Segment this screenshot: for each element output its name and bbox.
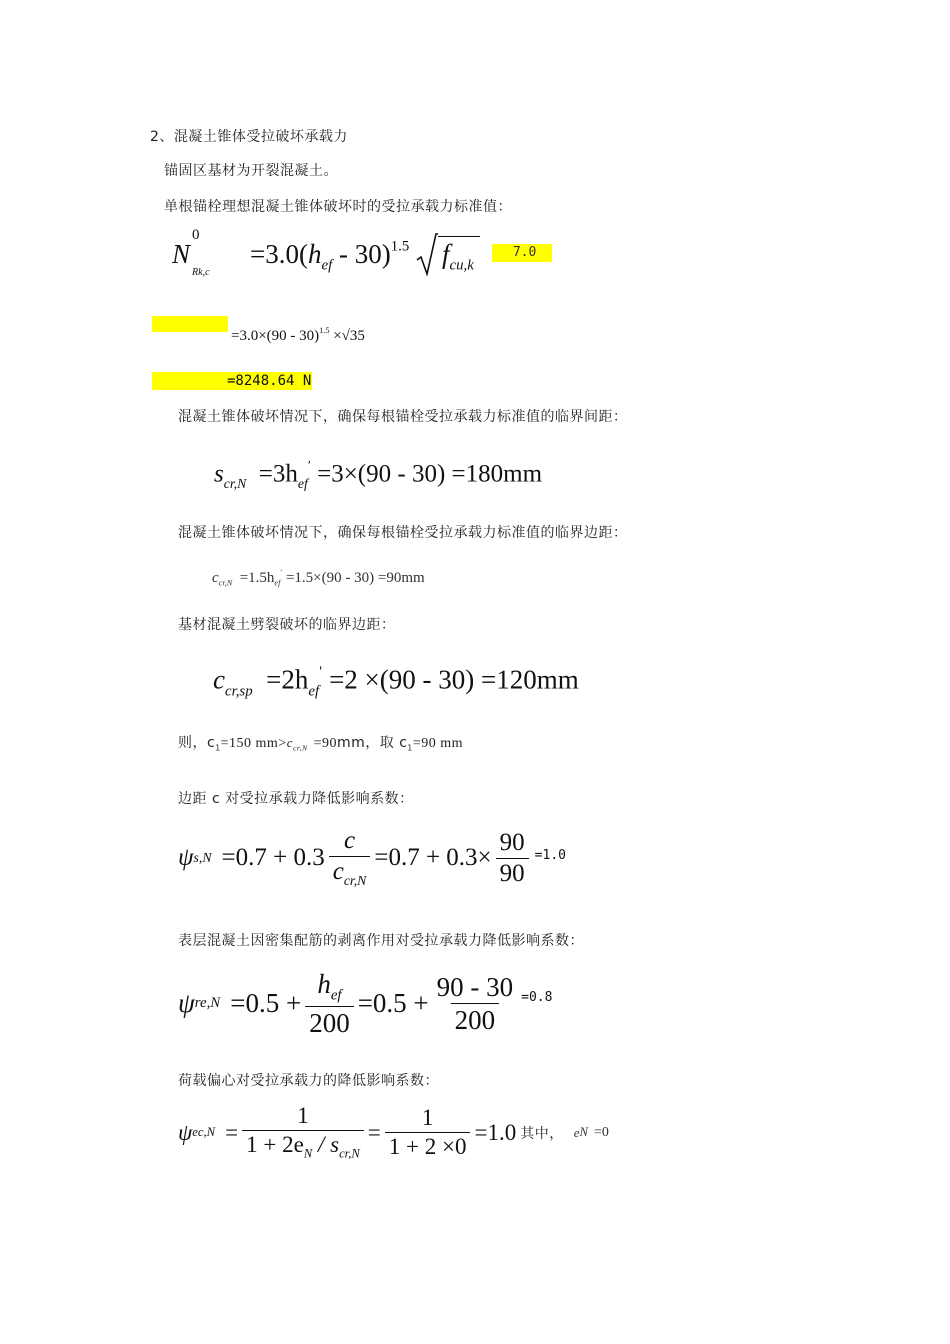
eq5-psi-sub: s,N (193, 850, 212, 866)
eq2-prime: ′ (307, 458, 311, 473)
equation-psi-sN (178, 828, 566, 889)
eq2-h-sub: ef (297, 475, 308, 491)
eq7-e-val: =0 (593, 1124, 609, 1140)
eq7-num1: 1 (297, 1103, 309, 1128)
eq1-exponent: 1.5 (390, 238, 410, 255)
eq7-c: =1.0 (474, 1119, 517, 1145)
paragraph-reinforcement-factor: 表层混凝土因密集配筋的剥离作用对受拉承载力降低影响系数： (178, 933, 584, 949)
eq6-b: =0.5 + (357, 988, 429, 1019)
eq5-num2: 90 (499, 828, 525, 856)
eq6-num2: 90 - 30 (436, 971, 514, 1002)
eq3-h-sub: ef (274, 578, 281, 588)
eq4-c-sub: cr,sp (224, 683, 253, 700)
eq2-s: s (214, 460, 224, 488)
eq7-e: e (573, 1124, 580, 1140)
eq6-fraction-2 (433, 973, 518, 1035)
paragraph-single-anchor: 单根锚栓理想混凝土锥体破坏时的受拉承载力标准值： (164, 199, 512, 215)
paragraph-base-material: 锚固区基材为开裂混凝土。 (164, 163, 338, 179)
eq4-rhs: =2h (266, 664, 309, 695)
eq7-b: = (367, 1119, 381, 1145)
eq6-den1: 200 (305, 1006, 354, 1037)
eq7-den1-a: 1 + 2e (246, 1132, 304, 1158)
eq6-den2: 200 (451, 1003, 500, 1034)
equation-scrN (214, 458, 542, 492)
eq4-prime: ′ (319, 664, 323, 680)
eq1-line2-tail: ×√35 (333, 328, 365, 344)
equation-ccrsp (213, 664, 579, 700)
eq7-den1-sub2: cr,N (339, 1146, 360, 1161)
eq4-h-sub: ef (308, 683, 320, 700)
eq7-fraction-2 (385, 1106, 471, 1159)
p6-a-sub: 1 (215, 743, 221, 753)
eq7-psi: ψ (178, 1119, 193, 1145)
eq7-e-sub: N (579, 1125, 588, 1140)
equation-ccrN (212, 568, 425, 588)
eq7-a: = (225, 1119, 239, 1145)
eq5-den2: 90 (496, 858, 529, 887)
equation-N0-substitution (231, 326, 365, 345)
eq3-c-sub: cr,N (218, 578, 233, 588)
eq1-highlight-note: 7.0 (492, 244, 552, 262)
p6-c: c (286, 735, 293, 750)
equation-psi-ecN (178, 1104, 609, 1161)
eq7-fraction-1 (242, 1104, 364, 1161)
eq1-subscript: Rk,c (192, 267, 210, 278)
p6-d: =90 (313, 736, 337, 751)
eq4-tail: =2 ×(90 - 30) =120mm (329, 664, 579, 695)
eq5-psi: ψ (178, 844, 194, 872)
p6-e: mm，取 c (336, 735, 408, 751)
eq5-den1-sub: cr,N (343, 873, 367, 889)
paragraph-splitting-edge: 基材混凝土劈裂破坏的临界边距： (178, 617, 396, 633)
eq2-rhs: =3h (258, 460, 298, 488)
paragraph-c1-comparison (178, 732, 463, 752)
eq5-a: =0.7 + 0.3 (221, 844, 325, 872)
eq1-symbol-N: N (172, 239, 191, 269)
eq5-result: =1.0 (534, 848, 566, 863)
eq3-rhs: =1.5h (239, 570, 275, 586)
eq6-result: =0.8 (521, 990, 553, 1005)
eq1-f-sub: cu,k (449, 257, 474, 274)
highlight-block (152, 316, 228, 332)
eq2-tail: =3×(90 - 30) =180mm (317, 460, 543, 488)
eq1-h-sub: ef (321, 257, 333, 274)
eq3-prime: ′ (280, 568, 283, 577)
eq7-den2: 1 + 2 ×0 (385, 1132, 471, 1159)
eq7-den1-b: / s (312, 1132, 340, 1158)
eq1-rhs-a: =3.0( (250, 239, 308, 269)
eq1-f: f (442, 239, 450, 269)
section-heading: 2、混凝土锥体受拉破坏承载力 (150, 129, 348, 145)
eq5-fraction-1 (329, 828, 371, 889)
eq6-psi-sub: re,N (194, 995, 221, 1012)
equation-N0-Rkc (172, 227, 480, 278)
eq1-rhs-b: - 30) (338, 239, 391, 269)
eq1-line2: =3.0×(90 - 30) (231, 328, 320, 344)
eq6-a: =0.5 + (230, 988, 302, 1019)
eq4-c: c (213, 664, 225, 695)
eq7-note: 其中， (520, 1125, 564, 1142)
paragraph-critical-spacing: 混凝土锥体破坏情况下，确保每根锚栓受拉承载力标准值的临界间距： (178, 409, 628, 425)
sqrt-icon (416, 232, 438, 276)
eq6-fraction-1 (305, 970, 354, 1038)
eq1-sqrt (416, 236, 480, 275)
eq1-line2-exp: 1.5 (319, 326, 330, 335)
p6-c-sub: cr,N (292, 743, 308, 753)
eq2-s-sub: cr,N (223, 475, 247, 491)
eq6-num1: h (317, 969, 331, 999)
p6-a: 则，c (178, 735, 216, 751)
eq3-tail: =1.5×(90 - 30) =90mm (285, 570, 425, 586)
eq5-num1: c (343, 827, 356, 854)
p6-b: =150 mm> (220, 736, 287, 751)
paragraph-critical-edge: 混凝土锥体破坏情况下，确保每根锚栓受拉承载力标准值的临界边距： (178, 525, 628, 541)
eq6-num1-sub: ef (330, 987, 342, 1004)
p6-e-sub: 1 (407, 743, 413, 753)
eq3-c: c (212, 570, 219, 586)
equation-result: =8248.64 N (227, 373, 312, 389)
paragraph-edge-factor: 边距 c 对受拉承载力降低影响系数： (178, 791, 414, 807)
eq7-num2: 1 (421, 1104, 434, 1130)
eq5-b: =0.7 + 0.3× (374, 844, 492, 872)
p6-f: =90 mm (412, 736, 464, 751)
eq5-den1: c (332, 858, 344, 886)
eq1-superscript: 0 (192, 227, 200, 243)
eq7-den1-sub: N (303, 1146, 313, 1161)
eq5-fraction-2 (496, 830, 529, 888)
equation-psi-reN (178, 970, 552, 1038)
eq1-h: h (307, 239, 322, 269)
paragraph-eccentricity-factor: 荷载偏心对受拉承载力的降低影响系数： (178, 1073, 439, 1089)
eq6-psi: ψ (178, 988, 195, 1019)
eq7-psi-sub: ec,N (192, 1125, 216, 1140)
